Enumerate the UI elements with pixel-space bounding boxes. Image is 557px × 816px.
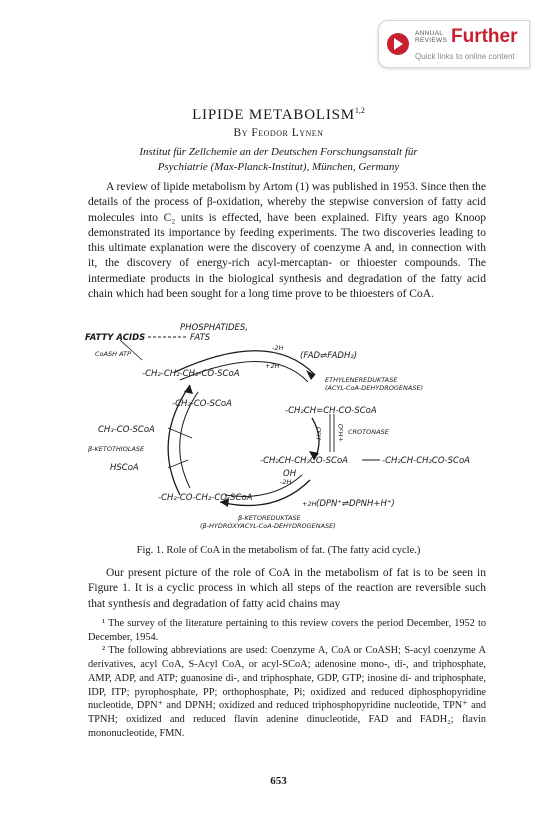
- title-footnote-refs[interactable]: 1,2: [354, 106, 365, 115]
- label-dehydrogenase: ETHYLENEREDUKTASE: [325, 376, 398, 384]
- fatty-acid-cycle-diagram: [80, 320, 500, 535]
- annual-reviews-logo: ANNUAL REVIEWS: [415, 30, 448, 44]
- label-phosphatides: PHOSPHATIDES,: [180, 323, 249, 333]
- thiolase-arrow-out: [168, 460, 188, 468]
- label-oh: OH: [283, 469, 297, 479]
- label-ketoreductase-alt: (β-HYDROXYACYL-CoA-DEHYDROGENASE): [200, 522, 336, 530]
- article-title: [0, 106, 557, 124]
- further-links-badge[interactable]: [378, 20, 530, 68]
- label-ch2-co-scoa: -CH₂-CO-SCoA: [172, 399, 232, 409]
- label-thiolase: β-KETOTHIOLASE: [88, 445, 145, 453]
- body-paragraph: Our present picture of the role of CoA in the metabolism of fat is to be seen in Figure 1. It is a cyclic process in which all steps of the reaction are reversible such that synthesis and degradation of fatty acid chains may: [88, 567, 486, 610]
- further-label: Further: [451, 26, 518, 47]
- label-minus-h2o: -H₂O: [315, 427, 323, 442]
- label-plus-h2o: +H₂O: [337, 423, 345, 442]
- footnotes: [88, 617, 486, 740]
- label-plus-2h-top: +2H: [265, 362, 280, 370]
- label-dehydrogenase-alt: (ACYL-CoA-DEHYDROGENASE): [325, 384, 424, 392]
- label-acetyl-coa: CH₃-CO-SCoA: [98, 425, 155, 435]
- label-ketoreductase: β-KETOREDUKTASE: [238, 514, 301, 522]
- further-subtitle: Quick links to online content: [415, 52, 515, 61]
- page-number: 653: [270, 775, 287, 787]
- footnote-2: ² The following abbreviations are used: Coenzyme A, CoA or CoASH; S-acyl coenzyme A derivatives, acyl CoA, S-Acyl CoA, or acyl-SCoA; adenosine mono-, di-, and triphosphate, AMP, ADP, and ATP; guanosine di-, and triphosphate, GDP, GTP; inosine di- and triphosphate, IDP, ITP; pyrophosphate, PP; orthophosphate, Pi; oxidized and reduced diphosphopyridine nucleotide, DPN⁺ and DPNH; oxidized and reduced triphosphopyridine nucleotide, TPN⁺ and TPNH; oxidized and reduced flavin adenine dinucleotide, FAD and FADH₂; flavin mononucleotide, FMN.: [88, 645, 486, 739]
- author-line: By Feodor Lynen: [233, 127, 324, 139]
- label-crotonase: CROTONASE: [348, 428, 389, 436]
- footnote-1: ¹ The survey of the literature pertaining to this review covers the period December, 1952 to December, 1954.: [88, 618, 486, 643]
- label-hydroxyacyl: -CH₂CH-CH₂CO-SCoA: [260, 456, 348, 466]
- intro-paragraph: A review of lipide metabolism by Artom (1) was published in 1953. Since then the details of the process of β-oxidation, whereby the stepwise conversion of fatty acid molecules into C₂ units is effected, have been explained. Fifty years ago Knoop demonstrated its importance by feeding experiments. The two discoveries leading to this ultimate explanation were the discovery of coenzyme A and, in connection with it, the discovery of energy-rich acyl-mercaptan- or thioester compounds. The intermediate products in the biological synthesis and degradation of the fatty acid chain which had been sought for a long time prove to be thioesters of CoA.: [88, 181, 486, 301]
- label-enoyl-coa: -CH₂CH=CH-CO-SCoA: [285, 406, 377, 416]
- label-minus-2h-top: -2H: [272, 344, 284, 352]
- label-dpn: (DPN⁺⇌DPNH+H⁺): [316, 499, 395, 509]
- label-fad: (FAD⇌FADH₂): [300, 351, 358, 361]
- affiliation-line-1: Institut für Zellchemie an der Deutschen Forschungsanstalt für: [139, 146, 418, 158]
- label-fatty-acids: FATTY ACIDS: [85, 333, 146, 343]
- label-acyl-coa: -CH₂-CH₂-CH₂-CO-SCoA: [142, 369, 240, 379]
- label-minus-2h-bottom: -2H: [280, 478, 292, 486]
- label-plus-2h-bottom: +2H: [302, 500, 317, 508]
- title-text: LIPIDE METABOLISM: [192, 107, 355, 123]
- label-fats: FATS: [190, 333, 211, 343]
- play-icon: [387, 33, 409, 55]
- affiliation: [60, 145, 497, 175]
- label-equilibrium-right: -CH₂CH-CH₂CO-SCoA: [382, 456, 470, 466]
- affiliation-line-2: Psychiatrie (Max-Planck-Institut), München, Germany: [157, 161, 400, 173]
- label-ketoacyl: -CH₂-CO-CH₂-CO-SCoA: [158, 493, 253, 503]
- figure-caption: Fig. 1. Role of CoA in the metabolism of fat. (The fatty acid cycle.): [136, 545, 421, 556]
- label-hscoa: HSCoA: [110, 463, 139, 473]
- label-coash-atp: CoASH ATP: [95, 350, 131, 358]
